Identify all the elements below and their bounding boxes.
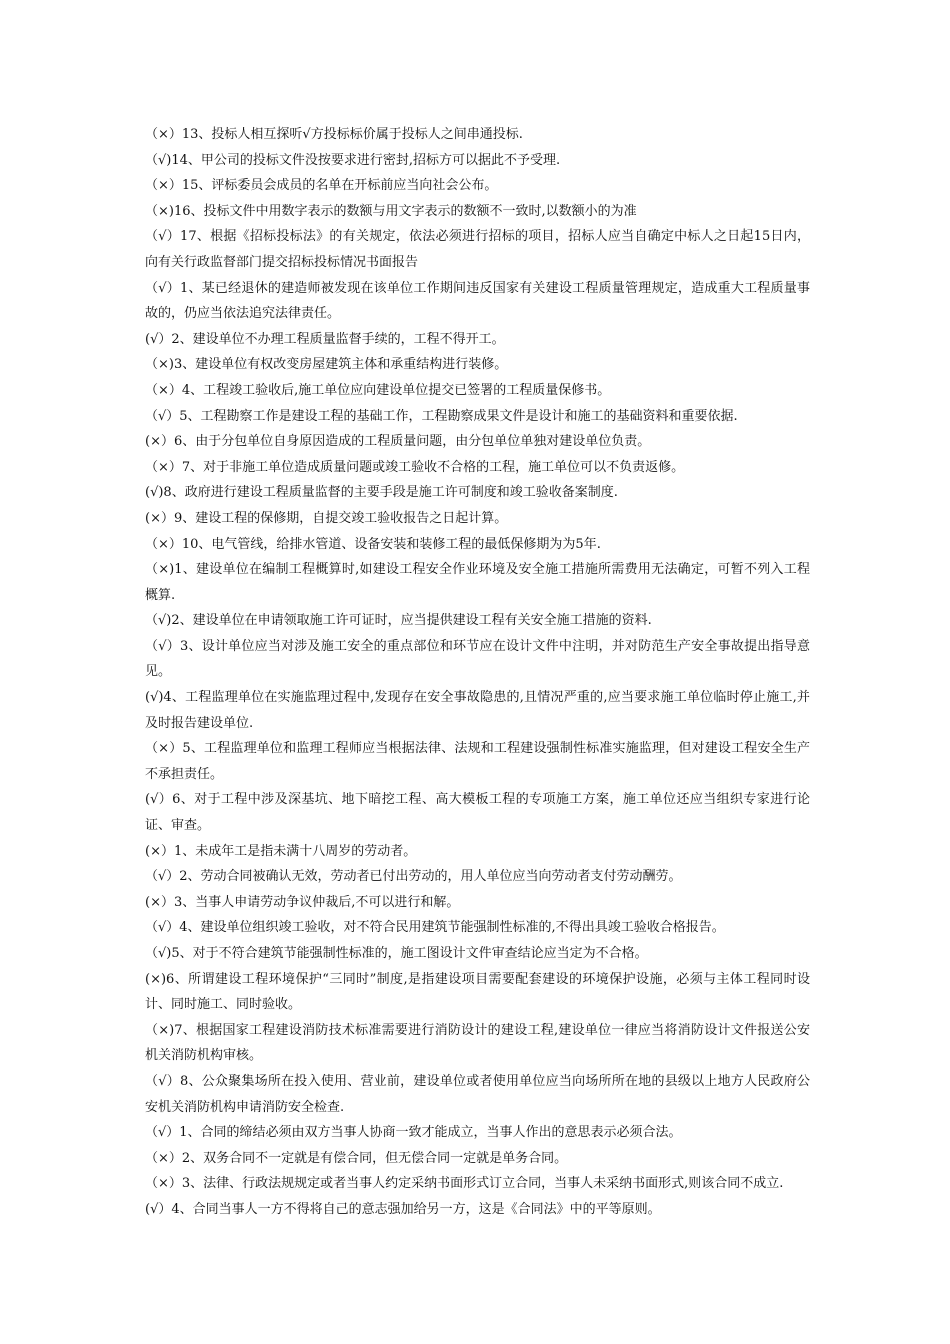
list-item: （×）4、工程竣工验收后,施工单位应向建设单位提交已签署的工程质量保修书。	[145, 382, 611, 398]
list-item: （×)1、建设单位在编制工程概算时,如建设工程安全作业环境及安全施工措施所需费用无法确定，可暂不列入工程概算.	[145, 562, 810, 603]
list-item: （√）8、公众聚集场所在投入使用、营业前，建设单位或者使用单位应当向场所所在地的县级以上地方人民政府公安机关消防机构申请消防安全检查.	[145, 1073, 810, 1115]
list-item: （√）1、合同的缔结必须由双方当事人协商一致才能成立，当事人作出的意思表示必须合法。	[145, 1125, 682, 1141]
list-item: （√）2、劳动合同被确认无效，劳动者已付出劳动的，用人单位应当向劳动者支付劳动酬劳。	[145, 869, 682, 885]
list-item: （×)7、根据国家工程建设消防技术标准需要进行消防设计的建设工程,建设单位一律应当将消防设计文件报送公安机关消防机构审核。	[145, 1022, 810, 1064]
list-item: （√)5、对于不符合建筑节能强制性标准的，施工图设计文件审查结论应当定为不合格。	[145, 946, 648, 961]
list-item: （√)14、甲公司的投标文件没按要求进行密封,招标方可以据此不予受理.	[145, 152, 561, 168]
list-item: （√）1、某已经退休的建造师被发现在该单位工作期间违反国家有关建设工程质量管理规定，造成重大工程质量事故的，仍应当依法追究法律责任。	[145, 280, 810, 322]
list-item: （√)2、建设单位在申请领取施工许可证时，应当提供建设工程有关安全施工措施的资料.	[145, 613, 652, 629]
list-item: (√）4、合同当事人一方不得将自己的意志强加给另一方，这是《合同法》中的平等原则。	[145, 1201, 661, 1217]
list-item: (×)6、所谓建设工程环境保护“三同时”制度,是指建设项目需要配套建设的环境保护设施，必须与主体工程同时设计、同时施工、同时验收。	[145, 971, 810, 1013]
list-item: (√)4、工程监理单位在实施监理过程中,发现存在安全事故隐患的,且情况严重的,应当要求施工单位临时停止施工,并及时报告建设单位.	[145, 690, 810, 731]
list-item: （×）5、工程监理单位和监理工程师应当根据法律、法规和工程建设强制性标准实施监理，但对建设工程安全生产不承担责任。	[145, 741, 810, 782]
list-item: （×）10、电气管线，给排水管道、设备安装和装修工程的最低保修期为为5年.	[145, 536, 601, 552]
list-item: (×）9、建设工程的保修期，自提交竣工验收报告之日起计算。	[145, 510, 508, 526]
list-item: (√）2、建设单位不办理工程质量监督手续的，工程不得开工。	[145, 331, 505, 347]
list-item: （×)16、投标文件中用数字表示的数额与用文字表示的数额不一致时,以数额小的为准	[145, 203, 637, 219]
list-item: （×）2、双务合同不一定就是有偿合同，但无偿合同一定就是单务合同。	[145, 1150, 568, 1166]
list-item: （×）7、对于非施工单位造成质量问题或竣工验收不合格的工程，施工单位可以不负责返修。	[145, 459, 685, 475]
list-item: （√）17、根据《招标投标法》的有关规定，依法必须进行招标的项目，招标人应当自确定中标人之日起15日内，向有关行政监督部门提交招标投标情况书面报告	[145, 229, 810, 270]
list-item: (√)8、政府进行建设工程质量监督的主要手段是施工许可制度和竣工验收备案制度.	[145, 485, 618, 501]
list-item: （√）5、工程勘察工作是建设工程的基础工作，工程勘察成果文件是设计和施工的基础资料和重要依据.	[145, 408, 738, 424]
list-item: (√）6、对于工程中涉及深基坑、地下暗挖工程、高大模板工程的专项施工方案，施工单位还应当组织专家进行论证、审查。	[145, 792, 810, 834]
list-item: （×）13、投标人相互探听√方投标标价属于投标人之间串通投标.	[145, 127, 523, 142]
list-item: （×)3、建设单位有权改变房屋建筑主体和承重结构进行装修。	[145, 357, 508, 373]
list-item: (×）1、未成年工是指未满十八周岁的劳动者。	[145, 843, 417, 859]
list-item: （×）15、评标委员会成员的名单在开标前应当向社会公布。	[145, 178, 498, 194]
document-page	[145, 122, 810, 1223]
list-item: (×）6、由于分包单位自身原因造成的工程质量问题，由分包单位单独对建设单位负责。	[145, 434, 651, 450]
list-item: （√）3、设计单位应当对涉及施工安全的重点部位和环节应在设计文件中注明，并对防范生产安全事故提出指导意见。	[145, 638, 810, 680]
list-item: （×）3、法律、行政法规规定或者当事人约定采纳书面形式订立合同，当事人未采纳书面形式,则该合同不成立.	[145, 1176, 784, 1192]
list-item: （√）4、建设单位组织竣工验收，对不符合民用建筑节能强制性标准的,不得出具竣工验收合格报告。	[145, 920, 725, 936]
list-item: (×）3、当事人申请劳动争议仲裁后,不可以进行和解。	[145, 894, 460, 910]
